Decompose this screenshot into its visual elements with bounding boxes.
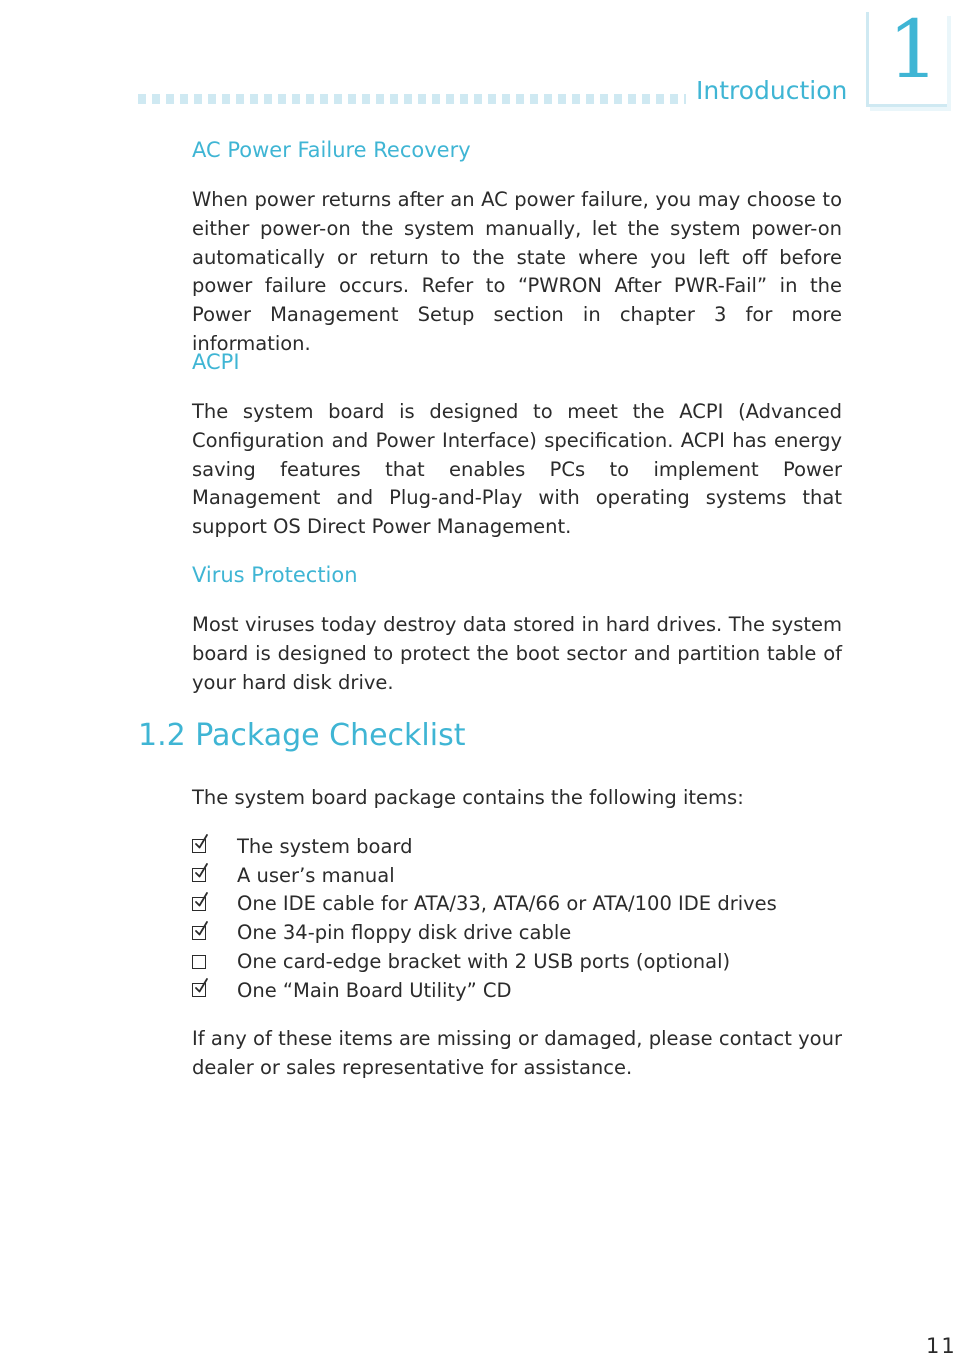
checked-box-icon — [192, 926, 206, 940]
paragraph-ac-power: When power returns after an AC power failure, you may choose to either power-on the system manually, let the system power-on automatically or return to the state where you left off before power failure occurs. Refer to “PWRON After PWR-Fail” in the Power Management Setup section in chapter 3 for more information. — [192, 188, 842, 355]
header-dotted-rule — [138, 94, 686, 104]
checklist-item-label: One card-edge bracket with 2 USB ports (optional) — [237, 950, 731, 974]
chapter-number: 1 — [888, 3, 939, 96]
checklist-item — [192, 947, 842, 976]
checklist-item-label: One IDE cable for ATA/33, ATA/66 or ATA/100 IDE drives — [237, 892, 777, 916]
checklist-item — [192, 861, 842, 890]
checked-box-icon — [192, 868, 206, 882]
checklist-item-label: One “Main Board Utility” CD — [237, 978, 512, 1002]
paragraph-virus-protection: Most viruses today destroy data stored in hard drives. The system board is designed to protect the boot sector and partition table of your hard disk drive. — [192, 613, 842, 694]
paragraph-package-footer: If any of these items are missing or damaged, please contact your dealer or sales representative for assistance. — [192, 1027, 842, 1079]
checklist-item — [192, 890, 842, 919]
heading-acpi: ACPI — [192, 350, 240, 374]
checklist-item-label: One 34-pin floppy disk drive cable — [237, 921, 572, 945]
checklist-item — [192, 918, 842, 947]
checklist-item-label: The system board — [237, 834, 413, 858]
chapter-title: Introduction — [696, 76, 848, 105]
checklist-item — [192, 832, 842, 861]
package-checklist — [192, 832, 842, 1005]
checklist-item-label: A user’s manual — [237, 863, 395, 887]
checked-box-icon — [192, 897, 206, 911]
unchecked-box-icon — [192, 955, 206, 969]
paragraph-package-intro: The system board package contains the following items: — [192, 786, 744, 809]
page-number: 11 — [926, 1334, 957, 1358]
heading-virus-protection: Virus Protection — [192, 563, 358, 587]
section-title-package-checklist: 1.2 Package Checklist — [138, 718, 466, 753]
checked-box-icon — [192, 983, 206, 997]
checklist-item — [192, 976, 842, 1005]
checked-box-icon — [192, 839, 206, 853]
paragraph-acpi: The system board is designed to meet the ACPI (Advanced Configuration and Power Interface) specification. ACPI has energy saving features that enables PCs to implement Power Management and Plug-and-Play with operating systems that support OS Direct Power Management. — [192, 400, 842, 539]
heading-ac-power-failure-recovery: AC Power Failure Recovery — [192, 138, 471, 162]
